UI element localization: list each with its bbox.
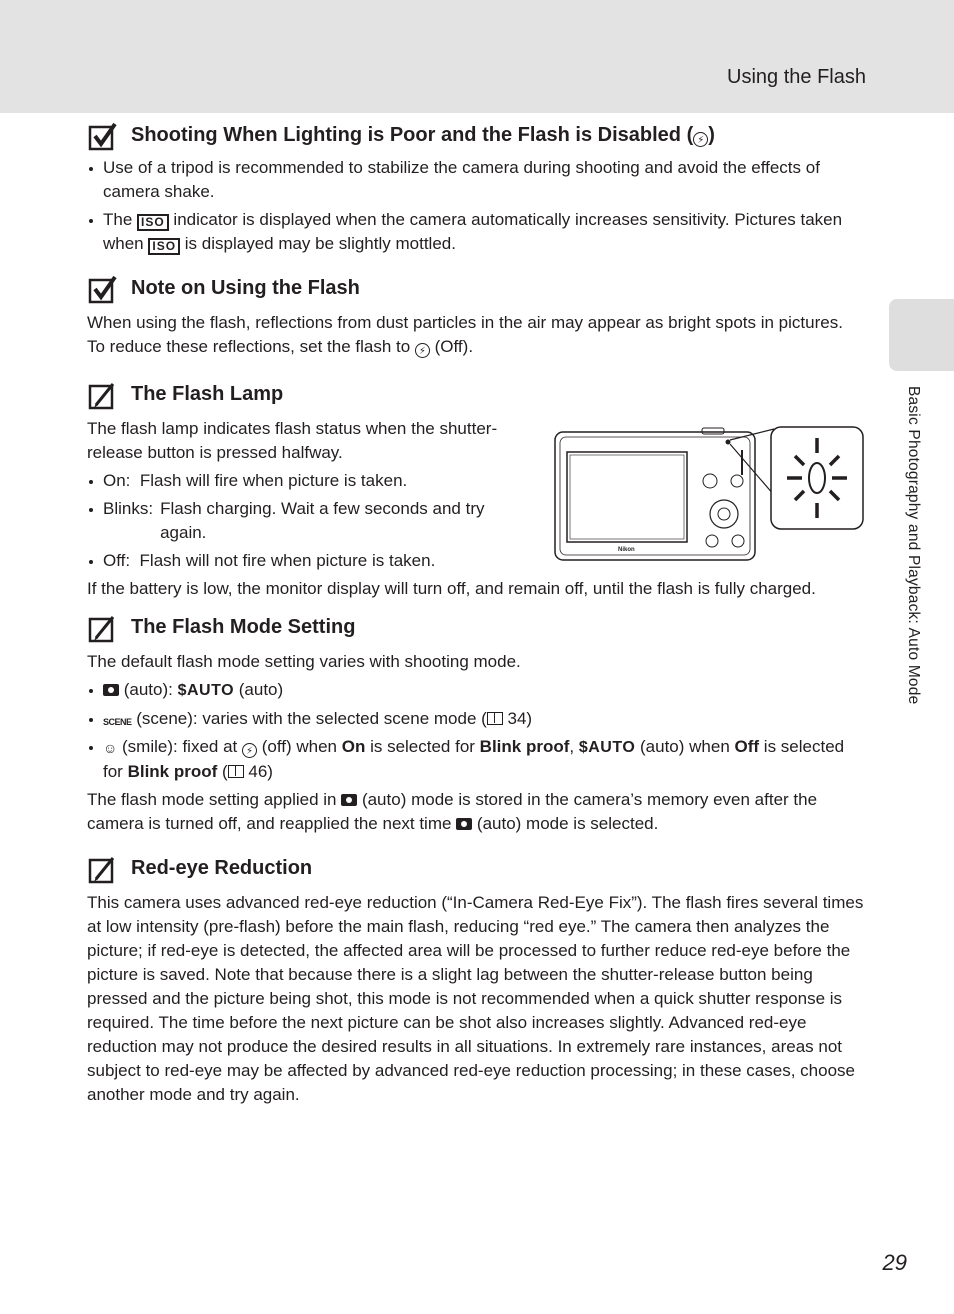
iso-icon: ISO	[137, 214, 169, 231]
paragraph: The default flash mode setting varies with shooting mode.	[87, 652, 521, 671]
section-title: Note on Using the Flash	[131, 277, 360, 299]
list-item: (auto): $AUTO (auto)	[87, 678, 865, 703]
camera-auto-icon	[103, 684, 119, 696]
list-item: The ISO indicator is displayed when the camera automatically increases sensitivity. Pictures taken when ISO is displayed may be slightly mottled.	[87, 208, 865, 256]
section-title: The Flash Lamp	[131, 383, 284, 405]
paragraph: The flash lamp indicates flash status when the shutter-release button is pressed halfway.	[87, 419, 498, 462]
check-icon	[87, 122, 117, 152]
paragraph: The flash mode setting applied in (auto) mode is stored in the camera’s memory even after the camera is turned off, and reapplied the next time (auto) mode is selected.	[87, 790, 818, 833]
paragraph: When using the flash, reflections from dust particles in the air may appear as bright spots in pictures. To reduce these reflections, set the flash to ⚡ (Off).	[87, 313, 843, 357]
book-icon	[487, 712, 503, 725]
list-item: SCENE (scene): varies with the selected scene mode ( 34)	[87, 707, 865, 731]
section-title: Shooting When Lighting is Poor and the Flash is Disabled ( ⚡ )	[131, 124, 715, 146]
note-pencil-icon	[87, 855, 117, 885]
camera-flash-lamp-illustration	[552, 425, 864, 563]
list-item: Blinks: Flash charging. Wait a few seconds and try again.	[87, 497, 507, 545]
book-icon	[228, 765, 244, 778]
camera-brand: Nikon	[618, 547, 635, 553]
paragraph: This camera uses advanced red-eye reduction (“In-Camera Red-Eye Fix”). The flash fires several times at low intensity (pre-flash) before the main flash, reducing “red eye.” The camera then analyzes the picture; if red-eye is detected, the affected area will be processed to further reduce red-eye before the picture is saved. Note that because there is a slight lag between the shutter-release button being pressed and the picture being shot, this mode is not recommended when a quick shutter response is required. The time before the next picture can be shot also increases slightly. Advanced red-eye reduction may not produce the desired results in all situations. In extremely rare instances, areas not subject to red-eye may be affected by advanced red-eye reduction processing; in these cases, choose another mode and try again.	[87, 893, 864, 1104]
section-red-eye	[87, 855, 865, 1107]
check-icon	[87, 275, 117, 305]
list-item: ☺ (smile): fixed at ⚡ (off) when On is selected for Blink proof, $AUTO (auto) when Off is selected for Blink proof ( 46)	[87, 735, 865, 784]
note-pencil-icon	[87, 381, 117, 411]
list-item: Off: Flash will not fire when picture is taken.	[87, 549, 507, 573]
note-pencil-icon	[87, 614, 117, 644]
paragraph: If the battery is low, the monitor display will turn off, and remain off, until the flash is fully charged.	[87, 579, 816, 598]
section-flash-mode	[87, 614, 865, 836]
scene-icon: SCENE	[103, 717, 132, 727]
flash-lamp	[726, 440, 731, 445]
page-number: 29	[882, 1250, 907, 1275]
bullet-list	[87, 678, 865, 784]
flash-auto-icon: $AUTO	[578, 739, 636, 756]
section-note-flash	[87, 275, 865, 359]
flash-off-icon: ⚡	[693, 132, 708, 147]
running-header: Using the Flash	[727, 66, 866, 88]
section-title: Red-eye Reduction	[131, 857, 313, 879]
bullet-list	[87, 156, 865, 256]
camera-auto-icon	[341, 794, 357, 806]
list-item: On: Flash will fire when picture is taken.	[87, 469, 507, 493]
chapter-tab-label: Basic Photography and Playback: Auto Mode	[905, 386, 922, 705]
iso-icon: ISO	[148, 238, 180, 255]
list-item: Use of a tripod is recommended to stabilize the camera during shooting and avoid the effects of camera shake.	[87, 156, 865, 204]
flash-off-icon: ⚡	[242, 743, 257, 758]
header-band	[0, 0, 954, 113]
smile-icon: ☺	[103, 740, 118, 756]
bullet-list	[87, 469, 507, 573]
section-title: The Flash Mode Setting	[131, 616, 356, 638]
flash-off-icon: ⚡	[415, 343, 430, 358]
section-poor-lighting	[87, 122, 865, 256]
camera-auto-icon	[456, 818, 472, 830]
chapter-tab	[889, 299, 954, 371]
flash-auto-icon: $AUTO	[177, 682, 235, 699]
